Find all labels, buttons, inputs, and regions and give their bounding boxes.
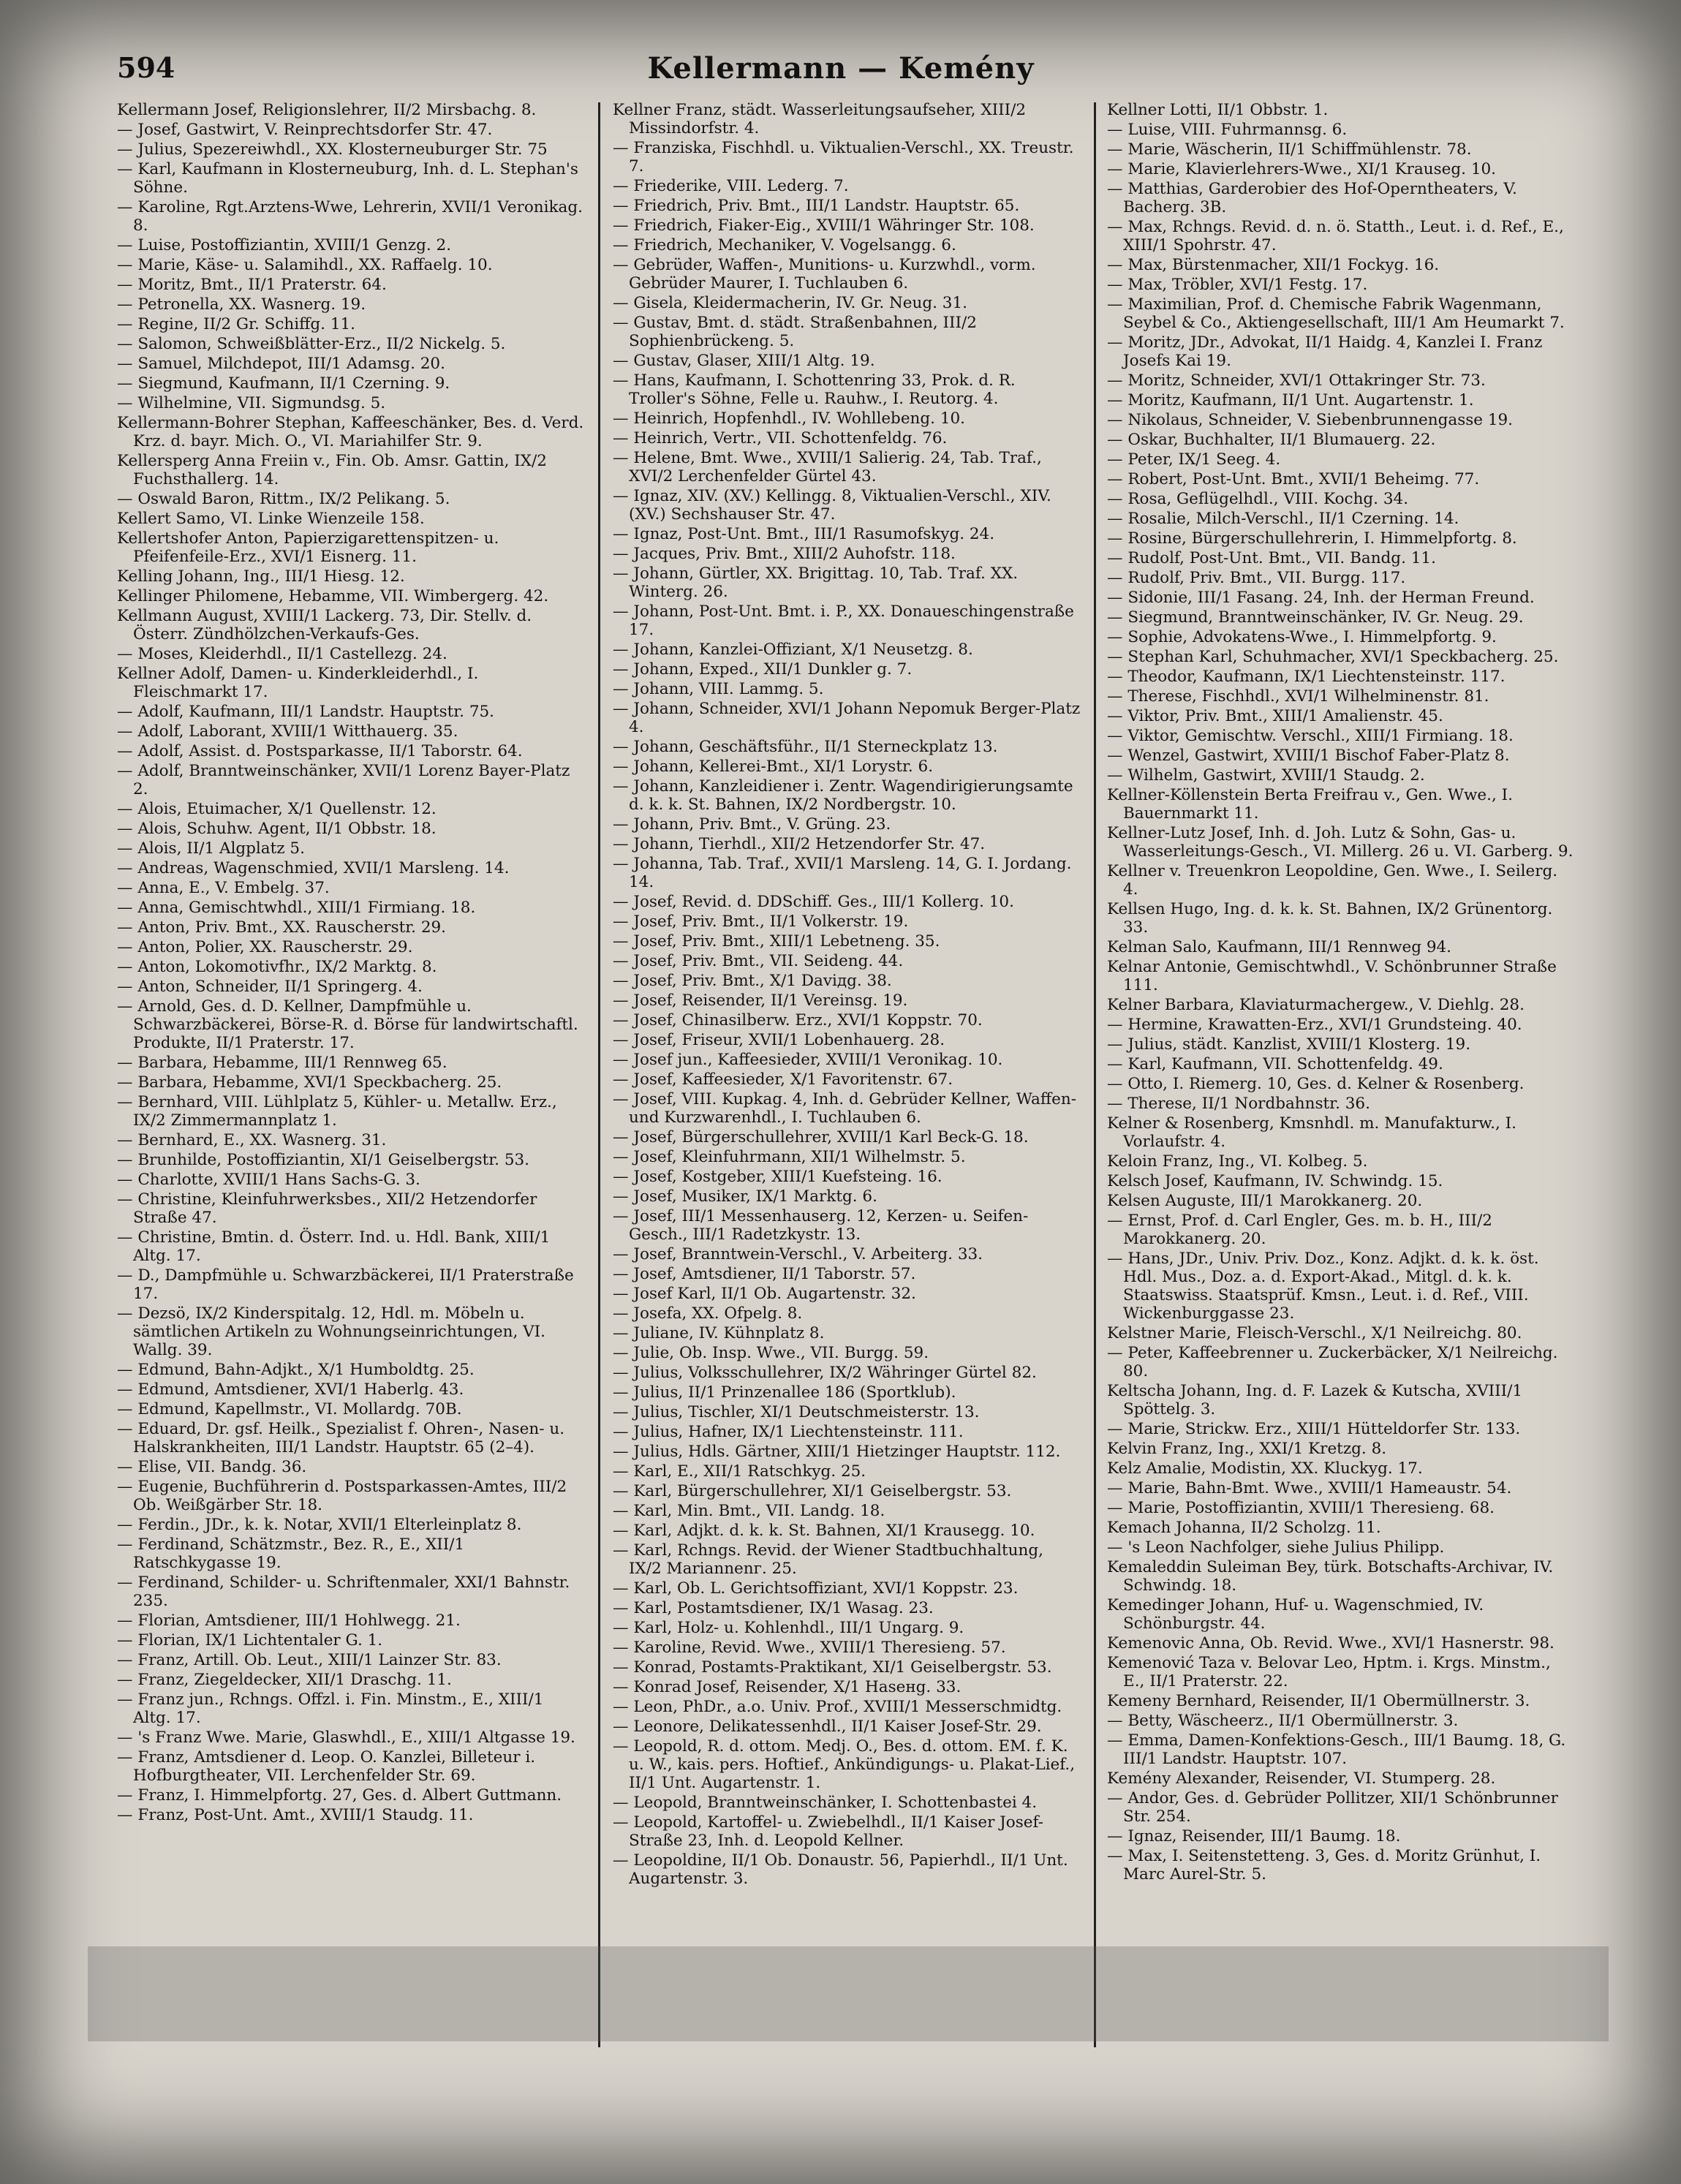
- directory-entry: — Josef Karl, II/1 Ob. Augartenstr. 32.: [613, 1285, 916, 1303]
- directory-entry: — Ignaz, XIV. (XV.) Kellingg. 8, Viktualien-Verschl., XIV. (XV.) Sechshauser Str. 47.: [613, 487, 1051, 524]
- directory-entry: — Josef, Kaffeesieder, X/1 Favoritenstr. 67.: [613, 1070, 953, 1089]
- directory-entry: — Petronella, XX. Wasnerg. 19.: [117, 295, 366, 314]
- directory-entry: — Eugenie, Buchführerin d. Postsparkassen-Amtes, III/2 Ob. Weißgärber Str. 18.: [117, 1478, 567, 1514]
- directory-entry: — Leopoldine, II/1 Ob. Donaustr. 56, Papierhdl., II/1 Unt. Augartenstr. 3.: [613, 1851, 1068, 1888]
- directory-column-1: [117, 101, 585, 2060]
- directory-entry: — Alois, II/1 Algplatz 5.: [117, 839, 305, 858]
- directory-entry: — Maximilian, Prof. d. Chemische Fabrik Wagenmann, Seybel & Co., Aktiengesellschaft, III/1 Am Heumarkt 7.: [1107, 295, 1565, 332]
- directory-entry: — Edmund, Kapellmstr., VI. Mollardg. 70B.: [117, 1400, 462, 1418]
- directory-entry: — Therese, Fischhdl., XVI/1 Wilhelminenstr. 81.: [1107, 687, 1489, 706]
- directory-entry: — Siegmund, Kaufmann, II/1 Czerning. 9.: [117, 374, 450, 393]
- directory-column-2: [613, 101, 1081, 2060]
- directory-entry: — Adolf, Laborant, XVIII/1 Witthauerg. 35.: [117, 722, 458, 741]
- directory-entry: — Robert, Post-Unt. Bmt., XVII/1 Beheimg. 77.: [1107, 470, 1480, 488]
- directory-entry: — Edmund, Amtsdiener, XVI/1 Haberlg. 43.: [117, 1380, 464, 1399]
- directory-column-3: [1107, 101, 1575, 2060]
- directory-entry: — Peter, IX/1 Seeg. 4.: [1107, 450, 1281, 469]
- directory-entry: Kellersperg Anna Freiin v., Fin. Ob. Amsr. Gattin, IX/2 Fuchsthallerg. 14.: [117, 452, 547, 488]
- directory-entry: Kellner-Köllenstein Berta Freifrau v., Gen. Wwe., I. Bauernmarkt 11.: [1107, 786, 1513, 823]
- directory-entry: — Franz, Artill. Ob. Leut., XIII/1 Lainzer Str. 83.: [117, 1651, 502, 1669]
- directory-entry: — Max, Rchngs. Revid. d. n. ö. Statth., Leut. i. d. Ref., E., XIII/1 Spohrstr. 47.: [1107, 218, 1564, 254]
- directory-entry: — Gisela, Kleidermacherin, IV. Gr. Neug. 31.: [613, 294, 967, 312]
- directory-entry: — Karl, Bürgerschullehrer, XI/1 Geiselbergstr. 53.: [613, 1482, 1012, 1500]
- directory-entry: Kemenović Taza v. Belovar Leo, Hptm. i. Krgs. Minstm., E., II/1 Praterstr. 22.: [1107, 1654, 1551, 1690]
- directory-entry: — Franz jun., Rchngs. Offzl. i. Fin. Minstm., E., XIII/1 Altg. 17.: [117, 1690, 544, 1727]
- directory-entry: — Moses, Kleiderhdl., II/1 Castellezg. 24.: [117, 645, 447, 663]
- directory-entry: — Anna, Gemischtwhdl., XIII/1 Firmiang. 18.: [117, 899, 476, 917]
- directory-entry: — Salomon, Schweißblätter-Erz., II/2 Nickelg. 5.: [117, 335, 506, 353]
- directory-entry: Kellert Samo, VI. Linke Wienzeile 158.: [117, 510, 425, 528]
- directory-entry: — Johann, Geschäftsführ., II/1 Sterneckplatz 13.: [613, 738, 998, 756]
- directory-entry: — Johann, Gürtler, XX. Brigittag. 10, Tab. Traf. XX. Winterg. 26.: [613, 564, 1019, 601]
- directory-entry: — Leopold, Kartoffel- u. Zwiebelhdl., II/1 Kaiser Josef-Straße 23, Inh. d. Leopold Kellner.: [613, 1813, 1043, 1850]
- directory-entry: Kellner v. Treuenkron Leopoldine, Gen. Wwe., I. Seilerg. 4.: [1107, 862, 1558, 899]
- directory-entry: Kelman Salo, Kaufmann, III/1 Rennweg 94.: [1107, 938, 1452, 956]
- directory-entry: Kelnar Antonie, Gemischtwhdl., V. Schönbrunner Straße 111.: [1107, 958, 1557, 994]
- directory-entry: Kellner-Lutz Josef, Inh. d. Joh. Lutz & Sohn, Gas- u. Wasserleitungs-Gesch., VI. Millerg. 26 u. VI. Garberg. 9.: [1107, 824, 1574, 861]
- directory-entry: — Siegmund, Branntweinschänker, IV. Gr. Neug. 29.: [1107, 608, 1524, 627]
- directory-entry: Kemeny Bernhard, Reisender, II/1 Obermüllnerstr. 3.: [1107, 1692, 1530, 1710]
- directory-entry: — Josef, Priv. Bmt., XIII/1 Lebetneng. 35.: [613, 932, 940, 951]
- directory-entry: — Stephan Karl, Schuhmacher, XVI/1 Speckbacherg. 25.: [1107, 648, 1559, 666]
- directory-entry: — Ferdin., JDr., k. k. Notar, XVII/1 Elterleinplatz 8.: [117, 1516, 522, 1534]
- directory-entry: — Konrad, Postamts-Praktikant, XI/1 Geiselbergstr. 53.: [613, 1658, 1052, 1677]
- directory-entry: — Karl, Adjkt. d. k. k. St. Bahnen, XI/1 Krausegg. 10.: [613, 1522, 1035, 1540]
- directory-entry: — Jacques, Priv. Bmt., XIII/2 Auhofstr. 118.: [613, 545, 956, 563]
- directory-entry: Kelner & Rosenberg, Kmsnhdl. m. Manufakturw., I. Vorlaufstr. 4.: [1107, 1114, 1516, 1151]
- directory-entry: — Luise, Postoffiziantin, XVIII/1 Genzg. 2.: [117, 236, 452, 254]
- directory-entry: — Julius, Hafner, IX/1 Liechtensteinstr. 111.: [613, 1423, 964, 1441]
- directory-entry: — Johann, Kanzlei-Offiziant, X/1 Neusetzg. 8.: [613, 641, 973, 659]
- directory-entry: — D., Dampfmühle u. Schwarzbäckerei, II/1 Praterstraße 17.: [117, 1266, 574, 1303]
- directory-entry: — Karoline, Rgt.Arztens-Wwe, Lehrerin, XVII/1 Veronikag. 8.: [117, 198, 583, 235]
- directory-entry: Kellner Adolf, Damen- u. Kinderkleiderhdl., I. Fleischmarkt 17.: [117, 665, 479, 701]
- directory-entry: — Marie, Klavierlehrers-Wwe., XI/1 Krauseg. 10.: [1107, 160, 1497, 178]
- directory-entry: — Betty, Wäscheerz., II/1 Obermüllnerstr. 3.: [1107, 1712, 1459, 1730]
- directory-entry: — Julius, Tischler, XI/1 Deutschmeisterstr. 13.: [613, 1403, 980, 1421]
- directory-entry: — Rosine, Bürgerschullehrerin, I. Himmelpfortg. 8.: [1107, 529, 1517, 548]
- directory-entry: — Bernhard, E., XX. Wasnerg. 31.: [117, 1131, 387, 1149]
- directory-entry: — Josef, Chinasilberw. Erz., XVI/1 Koppstr. 70.: [613, 1011, 983, 1029]
- directory-entry: Kellermann-Bohrer Stephan, Kaffeeschänker, Bes. d. Verd. Krz. d. bayr. Mich. O., VI. Mariahilfer Str. 9.: [117, 414, 584, 450]
- directory-entry: — Viktor, Gemischtw. Verschl., XIII/1 Firmiang. 18.: [1107, 727, 1514, 745]
- directory-entry: — Eduard, Dr. gsf. Heilk., Spezialist f. Ohren-, Nasen- u. Halskrankheiten, III/1 Landstr. Hauptstr. 65 (2–4).: [117, 1420, 565, 1456]
- directory-entry: Kemenovic Anna, Ob. Revid. Wwe., XVI/1 Hasnerstr. 98.: [1107, 1634, 1555, 1652]
- directory-entry: — Johanna, Tab. Traf., XVII/1 Marsleng. 14, G. I. Jordang. 14.: [613, 855, 1072, 891]
- directory-entry: Kellinger Philomene, Hebamme, VII. Wimbergerg. 42.: [117, 587, 549, 605]
- directory-entry: — Julius, Hdls. Gärtner, XIII/1 Hietzinger Hauptstr. 112.: [613, 1443, 1061, 1461]
- directory-entry: — Johann, Post-Unt. Bmt. i. P., XX. Donaueschingenstraße 17.: [613, 602, 1074, 639]
- directory-entry: — Karoline, Revid. Wwe., XVIII/1 Theresieng. 57.: [613, 1639, 1006, 1657]
- directory-entry: — Christine, Kleinfuhrwerksbes., XII/2 Hetzendorfer Straße 47.: [117, 1190, 537, 1227]
- directory-entry: — Johann, VIII. Lammg. 5.: [613, 680, 824, 698]
- directory-entry: — Moritz, Kaufmann, II/1 Unt. Augartenstr. 1.: [1107, 391, 1474, 409]
- directory-entry: — Franz, I. Himmelpfortg. 27, Ges. d. Albert Guttmann.: [117, 1786, 562, 1805]
- directory-entry: — Viktor, Priv. Bmt., XIII/1 Amalienstr. 45.: [1107, 707, 1443, 725]
- directory-entry: — Bernhard, VIII. Lühlplatz 5, Kühler- u. Metallw. Erz., IX/2 Zimmermannplatz 1.: [117, 1093, 557, 1130]
- directory-entry: — Gebrüder, Waffen-, Munitions- u. Kurzwhdl., vorm. Gebrüder Maurer, I. Tuchlauben 6.: [613, 256, 1036, 292]
- directory-entry: Kellner Franz, städt. Wasserleitungsaufseher, XIII/2 Missindorfstr. 4.: [613, 101, 1027, 137]
- directory-entry: — Regine, II/2 Gr. Schiffg. 11.: [117, 315, 356, 333]
- directory-entry: — Florian, IX/1 Lichtentaler G. 1.: [117, 1631, 383, 1650]
- directory-entry: — Adolf, Kaufmann, III/1 Landstr. Hauptstr. 75.: [117, 703, 495, 721]
- directory-entry: Kellertshofer Anton, Papierzigarettenspitzen- u. Pfeifenfeile-Erz., XVI/1 Eisnerg. 11.: [117, 529, 499, 566]
- directory-entry: — Helene, Bmt. Wwe., XVIII/1 Salierig. 24, Tab. Traf., XVI/2 Lerchenfelder Gürtel 43.: [613, 449, 1042, 485]
- directory-entry: — Friedrich, Fiaker-Eig., XVIII/1 Währinger Str. 108.: [613, 216, 1035, 235]
- directory-entry: — Moritz, JDr., Advokat, II/1 Haidg. 4, Kanzlei I. Franz Josefs Kai 19.: [1107, 333, 1543, 370]
- directory-entry: — Julius, Volksschullehrer, IX/2 Währinger Gürtel 82.: [613, 1364, 1037, 1382]
- directory-entry: — Otto, I. Riemerg. 10, Ges. d. Kelner & Rosenberg.: [1107, 1075, 1525, 1093]
- directory-entry: — Julius, II/1 Prinzenallee 186 (Sportklub).: [613, 1383, 956, 1402]
- directory-entry: — Anton, Schneider, II/1 Springerg. 4.: [117, 978, 423, 996]
- directory-entry: — Josef, Gastwirt, V. Reinprechtsdorfer Str. 47.: [117, 121, 493, 139]
- directory-entry: — Marie, Käse- u. Salamihdl., XX. Raffaelg. 10.: [117, 256, 493, 274]
- directory-entry: — Josef, Friseur, XVII/1 Lobenhauerg. 28.: [613, 1031, 945, 1049]
- directory-entry: — Sophie, Advokatens-Wwe., I. Himmelpfortg. 9.: [1107, 628, 1497, 646]
- directory-entry: — Adolf, Assist. d. Postsparkasse, II/1 Taborstr. 64.: [117, 742, 523, 760]
- directory-entry: — Karl, Holz- u. Kohlenhdl., III/1 Ungarg. 9.: [613, 1619, 964, 1637]
- directory-entry: Kellmann August, XVIII/1 Lackerg. 73, Dir. Stellv. d. Österr. Zündhölzchen-Verkaufs-Ges.: [117, 607, 532, 643]
- directory-entry: — Wilhelmine, VII. Sigmundsg. 5.: [117, 394, 386, 412]
- directory-entry: — Emma, Damen-Konfektions-Gesch., III/1 Baumg. 18, G. III/1 Landstr. Hauptstr. 107.: [1107, 1731, 1566, 1768]
- directory-entry: — Luise, VIII. Fuhrmannsg. 6.: [1107, 121, 1348, 139]
- directory-entry: — Marie, Strickw. Erz., XIII/1 Hütteldorfer Str. 133.: [1107, 1420, 1521, 1438]
- directory-entry: — Friedrich, Mechaniker, V. Vogelsangg. 6.: [613, 236, 956, 254]
- directory-entry: — Josef, Kostgeber, XIII/1 Kuefsteing. 16.: [613, 1168, 943, 1186]
- directory-entry: — Anton, Lokomotivfhr., IX/2 Marktg. 8.: [117, 958, 437, 976]
- directory-entry: — Therese, II/1 Nordbahnstr. 36.: [1107, 1095, 1370, 1113]
- directory-entry: — Hermine, Krawatten-Erz., XVI/1 Grundsteing. 40.: [1107, 1016, 1522, 1034]
- directory-entry: — Josefa, XX. Ofpelg. 8.: [613, 1304, 803, 1323]
- directory-entry: — Karl, Postamtsdiener, IX/1 Wasag. 23.: [613, 1599, 934, 1617]
- directory-entry: — Josef, VIII. Kupkag. 4, Inh. d. Gebrüder Kellner, Waffen- und Kurzwarenhdl., I. Tuchlauben 6.: [613, 1090, 1076, 1127]
- directory-entry: — Konrad Josef, Reisender, X/1 Hasенg. 33.: [613, 1678, 962, 1696]
- directory-entry: — Friedrich, Priv. Bmt., III/1 Landstr. Hauptstr. 65.: [613, 197, 1020, 215]
- directory-entry: — Max, Tröbler, XVI/1 Festg. 17.: [1107, 276, 1368, 294]
- directory-entry: — Alois, Schuhw. Agent, II/1 Obbstr. 18.: [117, 820, 437, 838]
- directory-entry: — Leonore, Delikatessenhdl., II/1 Kaiser Josef-Str. 29.: [613, 1718, 1042, 1736]
- directory-entry: — 's Franz Wwe. Marie, Glaswhdl., E., XIII/1 Altgasse 19.: [117, 1728, 575, 1747]
- directory-entry: — Ignaz, Post-Unt. Bmt., III/1 Rasumofskyg. 24.: [613, 525, 995, 543]
- directory-entry: — Franz, Post-Unt. Amt., XVIII/1 Staudg. 11.: [117, 1806, 474, 1824]
- directory-entry: Kelsch Josef, Kaufmann, IV. Schwindg. 15.: [1107, 1172, 1443, 1190]
- directory-entry: — Wenzel, Gastwirt, XVIII/1 Bischof Faber-Platz 8.: [1107, 747, 1510, 765]
- directory-entry: — Anton, Priv. Bmt., XX. Rauscherstr. 29.: [117, 918, 447, 937]
- directory-entry: — Josef, Musiker, IX/1 Marktg. 6.: [613, 1187, 877, 1206]
- directory-entry: — Julius, städt. Kanzlist, XVIII/1 Klosterg. 19.: [1107, 1035, 1471, 1054]
- directory-entry: — Josef, Priv. Bmt., X/1 Daviдg. 38.: [613, 972, 892, 990]
- directory-entry: — Leopold, Branntweinschänker, I. Schottenbastei 4.: [613, 1794, 1038, 1812]
- directory-entry: — Rudolf, Priv. Bmt., VII. Burgg. 117.: [1107, 569, 1406, 587]
- directory-entry: — Moritz, Bmt., II/1 Praterstr. 64.: [117, 276, 387, 294]
- directory-entry: — Marie, Postoffiziantin, XVIII/1 Theresieng. 68.: [1107, 1499, 1495, 1517]
- directory-entry: — Julie, Ob. Insp. Wwe., VII. Burgg. 59.: [613, 1344, 929, 1362]
- directory-entry: — Josef jun., Kaffeesieder, XVIII/1 Veronikag. 10.: [613, 1051, 1003, 1069]
- page-range-title: Kellermann — Kemény: [647, 51, 1035, 86]
- directory-entry: Kemach Johanna, II/2 Scholzg. 11.: [1107, 1519, 1381, 1537]
- directory-entry: — Josef, Bürgerschullehrer, XVIII/1 Karl Beck-G. 18.: [613, 1128, 1029, 1146]
- directory-entry: Kellsen Hugo, Ing. d. k. k. St. Bahnen, IX/2 Grünentorg. 33.: [1107, 900, 1553, 937]
- directory-entry: — Peter, Kaffeebrenner u. Zuckerbäcker, X/1 Neilreichg. 80.: [1107, 1344, 1558, 1380]
- directory-entry: Kellner Lotti, II/1 Obbstr. 1.: [1107, 101, 1329, 119]
- directory-entry: — Andor, Ges. d. Gebrüder Pollitzer, XII/1 Schönbrunner Str. 254.: [1107, 1789, 1558, 1826]
- directory-entry: — Franz, Amtsdiener d. Leop. O. Kanzlei, Billeteur i. Hofburgtheater, VII. Lerchenfelder Str. 69.: [117, 1748, 536, 1785]
- directory-entry: — Elise, VII. Bandg. 36.: [117, 1458, 307, 1476]
- directory-entry: — Oskar, Buchhalter, II/1 Blumauerg. 22.: [1107, 431, 1436, 449]
- directory-entry: Kelner Barbara, Klaviaturmachergew., V. Diehlg. 28.: [1107, 996, 1525, 1014]
- directory-entry: — Franziska, Fischhdl. u. Viktualien-Verschl., XX. Treustr. 7.: [613, 139, 1074, 175]
- directory-entry: — Andreas, Wagenschmied, XVII/1 Marsleng. 14.: [117, 859, 510, 877]
- directory-entry: — Florian, Amtsdiener, III/1 Hohlwegg. 21.: [117, 1611, 461, 1630]
- directory-entry: — Theodor, Kaufmann, IX/1 Liechtensteinstr. 117.: [1107, 668, 1506, 686]
- directory-entry: — Josef, Priv. Bmt., II/1 Volkerstr. 19.: [613, 912, 909, 931]
- directory-entry: — Max, Bürstenmacher, XII/1 Fockyg. 16.: [1107, 256, 1440, 274]
- directory-entry: — Karl, Kaufmann in Klosterneuburg, Inh. d. L. Stephan's Söhne.: [117, 160, 578, 197]
- directory-entry: Kelstner Marie, Fleisch-Verschl., X/1 Neilreichg. 80.: [1107, 1324, 1522, 1342]
- directory-entry: — Alois, Etuimacher, X/1 Quellenstr. 12.: [117, 800, 437, 818]
- directory-entry: — Wilhelm, Gastwirt, XVIII/1 Staudg. 2.: [1107, 766, 1425, 785]
- directory-entry: — Ferdinand, Schätzmstr., Bez. R., E., XII/1 Ratschkygasse 19.: [117, 1535, 465, 1572]
- directory-entry: — Rudolf, Post-Unt. Bmt., VII. Bandg. 11.: [1107, 549, 1436, 567]
- directory-entry: — Ernst, Prof. d. Carl Engler, Ges. m. b. H., III/2 Marokkanerg. 20.: [1107, 1212, 1492, 1248]
- directory-entry: — Johann, Exped., XII/1 Dunkler g. 7.: [613, 660, 913, 679]
- directory-entry: — Gustav, Bmt. d. städt. Straßenbahnen, III/2 Sophienbrückeng. 5.: [613, 314, 977, 350]
- directory-entry: — Oswald Baron, Rittm., IX/2 Pelikang. 5.: [117, 490, 450, 508]
- directory-entry: — Josef, Kleinfuhrmann, XII/1 Wilhelmstr. 5.: [613, 1148, 966, 1166]
- directory-entry: Kellermann Josef, Religionslehrer, II/2 Mirsbachg. 8.: [117, 101, 537, 119]
- column-divider: [598, 102, 600, 2047]
- directory-entry: — Josef, Branntwein-Verschl., V. Arbeiterg. 33.: [613, 1245, 983, 1263]
- directory-entry: — Josef, Revid. d. DDSchiff. Ges., III/1 Kollerg. 10.: [613, 893, 1014, 911]
- directory-entry: — Josef, III/1 Messenhauserg. 12, Kerzen- u. Seifen-Gesch., III/1 Radetzkystr. 13.: [613, 1207, 1029, 1244]
- directory-entry: — Leon, PhDr., a.o. Univ. Prof., XVIII/1 Messerschmidtg.: [613, 1698, 1062, 1716]
- directory-entry: Keltscha Johann, Ing. d. F. Lazek & Kutscha, XVIII/1 Spöttelg. 3.: [1107, 1382, 1523, 1418]
- directory-entry: — Josef, Reisender, II/1 Vereinsg. 19.: [613, 991, 908, 1010]
- directory-entry: — Charlotte, XVIII/1 Hans Sachs-G. 3.: [117, 1171, 420, 1189]
- directory-entry: — Adolf, Branntweinschänker, XVII/1 Lorenz Bayer-Platz 2.: [117, 762, 570, 798]
- directory-entry: — Nikolaus, Schneider, V. Siebenbrunnengasse 19.: [1107, 411, 1514, 429]
- directory-entry: — Julius, Spezereiwhdl., XX. Klosterneuburger Str. 75: [117, 140, 548, 159]
- directory-entry: — Heinrich, Vertr., VII. Schottenfeldg. 76.: [613, 429, 948, 447]
- directory-entry: — Arnold, Ges. d. D. Kellner, Dampfmühle u. Schwarzbäckerei, Börse-R. d. Börse für landwirtschaftl. Produkte, II/1 Praterstr. 17.: [117, 997, 578, 1052]
- directory-entry: — Juliane, IV. Kühnplatz 8.: [613, 1324, 825, 1342]
- directory-entry: — Hans, JDr., Univ. Priv. Doz., Konz. Adjkt. d. k. k. öst. Hdl. Mus., Doz. a. d. Export-Akad., Mitgl. d. k. k. Staatswiss. Staatsprüf. Kmsn., Leut. i. d. Ref., VIII. Wickenburggasse 23.: [1107, 1250, 1539, 1323]
- directory-entry: — Karl, Rchngs. Revid. der Wiener Stadtbuchhaltung, IX/2 Mariannenг. 25.: [613, 1541, 1043, 1578]
- directory-entry: — Josef, Amtsdiener, II/1 Taborstr. 57.: [613, 1265, 916, 1283]
- directory-entry: Kemaleddin Suleiman Bey, türk. Botschafts-Archivar, IV. Schwindg. 18.: [1107, 1558, 1554, 1595]
- directory-entry: — Ignaz, Reisender, III/1 Baumg. 18.: [1107, 1827, 1401, 1845]
- directory-entry: — Matthias, Garderobier des Hof-Operntheaters, V. Bacherg. 3B.: [1107, 180, 1517, 216]
- directory-entry: — Rosa, Geflügelhdl., VIII. Kochg. 34.: [1107, 490, 1409, 508]
- directory-entry: — Franz, Ziegeldecker, XII/1 Draschg. 11.: [117, 1671, 452, 1689]
- directory-entry: — Karl, E., XII/1 Ratschkyg. 25.: [613, 1462, 866, 1481]
- directory-entry: — Max, I. Seitenstetteng. 3, Ges. d. Moritz Grünhut, I. Marc Aurel-Str. 5.: [1107, 1847, 1541, 1883]
- page-header: [117, 51, 1565, 95]
- directory-entry: Keloin Franz, Ing., VI. Kolbeg. 5.: [1107, 1152, 1368, 1171]
- directory-entry: — Barbara, Hebamme, III/1 Rennweg 65.: [117, 1054, 447, 1072]
- directory-entry: — Moritz, Schneider, XVI/1 Ottakringer Str. 73.: [1107, 371, 1486, 390]
- directory-entry: — Barbara, Hebamme, XVI/1 Speckbacherg. 25.: [117, 1073, 502, 1092]
- directory-entry: — Edmund, Bahn-Adjkt., X/1 Humboldtg. 25.: [117, 1361, 475, 1379]
- directory-entry: — Leopold, R. d. ottom. Medj. O., Bes. d. ottom. EM. f. K. u. W., kais. pers. Hoftief., Ankündigungs- u. Plakat-Lief., II/1 Unt. Augartenstr. 1.: [613, 1737, 1076, 1792]
- directory-entry: — Brunhilde, Postoffiziantin, XI/1 Geiselbergstr. 53.: [117, 1151, 530, 1169]
- directory-entry: — Heinrich, Hopfenhdl., IV. Wohllebeng. 10.: [613, 409, 966, 428]
- directory-entry: — Friederike, VIII. Lederg. 7.: [613, 177, 849, 195]
- directory-entry: Kemény Alexander, Reisender, VI. Stumperg. 28.: [1107, 1769, 1496, 1788]
- directory-entry: — Marie, Bahn-Bmt. Wwe., XVIII/1 Hameaustr. 54.: [1107, 1479, 1512, 1497]
- directory-entry: — Johann, Priv. Bmt., V. Grüng. 23.: [613, 815, 891, 834]
- directory-entry: — Gustav, Glaser, XIII/1 Altg. 19.: [613, 352, 875, 370]
- directory-entry: — Johann, Kanzleidiener i. Zentr. Wagendirigierungsamte d. k. k. St. Bahnen, IX/2 Nordbergstr. 10.: [613, 777, 1073, 814]
- directory-entry: — Johann, Tierhdl., XII/2 Hetzendorfer Str. 47.: [613, 835, 986, 853]
- directory-entry: Kemedinger Johann, Huf- u. Wagenschmied, IV. Schönburgstr. 44.: [1107, 1596, 1484, 1633]
- column-divider: [1094, 102, 1096, 2047]
- page-number: 594: [117, 51, 175, 84]
- directory-entry: Kelsen Auguste, III/1 Marokkanerg. 20.: [1107, 1192, 1423, 1210]
- directory-entry: — Johann, Schneider, XVI/1 Johann Nepomuk Berger-Platz 4.: [613, 700, 1081, 736]
- directory-entry: — Rosalie, Milch-Verschl., II/1 Czerning. 14.: [1107, 510, 1459, 528]
- directory-entry: — Karl, Kaufmann, VII. Schottenfeldg. 49.: [1107, 1055, 1443, 1073]
- directory-entry: — Ferdinand, Schilder- u. Schriftenmaler, XXI/1 Bahnstr. 235.: [117, 1573, 570, 1610]
- directory-entry: — Karl, Ob. L. Gerichtsoffiziant, XVI/1 Koppstr. 23.: [613, 1579, 1019, 1598]
- directory-entry: — Dezsö, IX/2 Kinderspitalg. 12, Hdl. m. Möbeln u. sämtlichen Artikeln zu Wohnungseinrichtungen, VI. Wallg. 39.: [117, 1304, 546, 1359]
- directory-entry: — 's Leon Nachfolger, siehe Julius Philipp.: [1107, 1538, 1445, 1557]
- directory-entry: — Anton, Polier, XX. Rauscherstr. 29.: [117, 938, 413, 956]
- directory-entry: — Sidonie, III/1 Fasang. 24, Inh. der Herman Freund.: [1107, 589, 1535, 607]
- directory-entry: Kelling Johann, Ing., III/1 Hiesg. 12.: [117, 567, 405, 586]
- directory-entry: Kelvin Franz, Ing., XXI/1 Kretzg. 8.: [1107, 1440, 1387, 1458]
- directory-entry: — Christine, Bmtin. d. Österr. Ind. u. Hdl. Bank, XIII/1 Altg. 17.: [117, 1228, 551, 1265]
- directory-entry: — Marie, Wäscherin, II/1 Schiffmühlenstr. 78.: [1107, 140, 1472, 159]
- directory-entry: — Hans, Kaufmann, I. Schottenring 33, Prok. d. R. Troller's Söhne, Felle u. Rauhw., I. Reutorg. 4.: [613, 371, 1016, 408]
- directory-entry: — Johann, Kellerei-Bmt., XI/1 Lorystr. 6.: [613, 757, 934, 776]
- directory-entry: — Samuel, Milchdepot, III/1 Adamsg. 20.: [117, 355, 445, 373]
- directory-entry: — Josef, Priv. Bmt., VII. Seideng. 44.: [613, 952, 904, 970]
- directory-entry: — Anna, E., V. Embelg. 37.: [117, 879, 330, 897]
- directory-entry: Kelz Amalie, Modistin, XX. Kluckyg. 17.: [1107, 1459, 1423, 1478]
- bottom-shadow-band: [88, 1946, 1609, 2041]
- directory-entry: — Karl, Min. Bmt., VII. Landg. 18.: [613, 1502, 885, 1520]
